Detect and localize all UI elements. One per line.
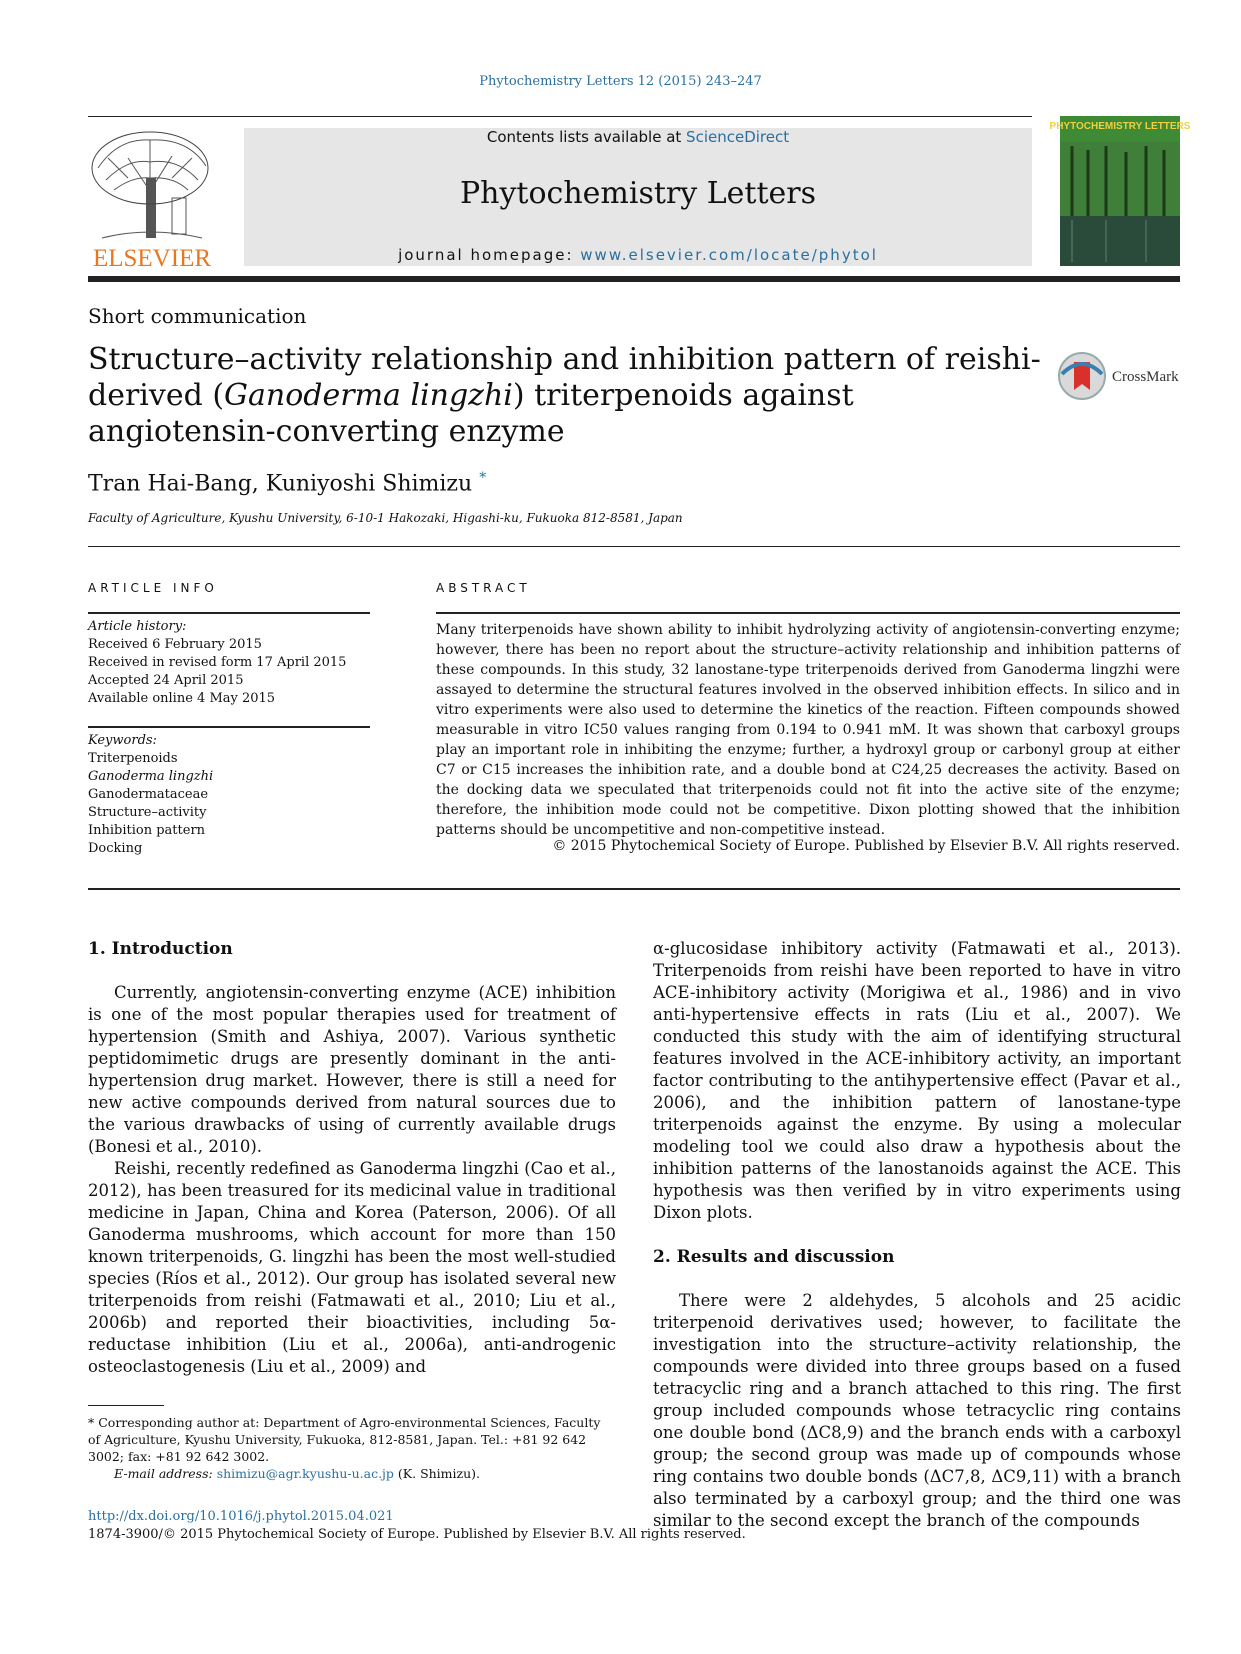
intro-paragraph-1: Currently, angiotensin-converting enzyme (ACE) inhibition is one of the most popular therapies used for treatment of hypertension (Smith and Ashiya, 2007). Various synthetic peptidomimetic drugs are presently dominant in the anti-hypertension drug market. However, there is still a need for new active compounds derived from natural sources due to the various drawbacks of using of currently available drugs (Bonesi et al., 2010). — [88, 983, 616, 1156]
journal-banner — [244, 128, 1032, 266]
history-item: Available online 4 May 2015 — [88, 691, 276, 706]
keyword: Triterpenoids — [88, 751, 178, 766]
keyword: Ganoderma lingzhi — [88, 769, 214, 784]
intro-paragraph-2: Reishi, recently redefined as Ganoderma lingzhi (Cao et al., 2012), has been treasured for its medicinal value in traditional medicine in Japan, China and Korea (Paterson, 2006). Of all Ganoderma mushrooms, which account for more than 150 known triterpenoids, G. lingzhi has been the most well-studied species (Ríos et al., 2012). Our group has isolated several new triterpenoids from reishi (Fatmawati et al., 2010; Liu et al., 2006b) and reported their bioactivities, including 5α-reductase inhibition (Liu et al., 2006a), anti-androgenic osteoclastogenesis (Liu et al., 2009) and — [88, 1159, 616, 1376]
cover-title: PHYTOCHEMISTRY LETTERS — [1049, 121, 1191, 132]
history-item: Received in revised form 17 April 2015 — [88, 655, 347, 670]
corresponding-author-footnote: * Corresponding author at: Department of Agro-environmental Sciences, Faculty of Agriculture, Kyushu University, Fukuoka, 812-8581, Japan. Tel.: +81 92 642 3002; fax: +81 92 642 3002. E-mail address: shimizu@agr.kyushu-u.ac.jp (K. Shimizu). — [88, 1415, 601, 1481]
homepage-link[interactable]: www.elsevier.com/locate/phytol — [580, 246, 878, 264]
keywords: Keywords: Triterpenoids Ganoderma lingzhi Ganodermataceae Structure–activity Inhibition pattern Docking — [88, 732, 370, 858]
intro-paragraph-3: α-glucosidase inhibitory activity (Fatmawati et al., 2013). Triterpenoids from reishi have been reported to have in vitro ACE-inhibitory activity (Morigiwa et al., 1986) and in vivo anti-hypertensive effects in rats (Liu et al., 2007). We conducted this study with the aim of identifying structural features involved in the ACE-inhibitory activity, an important factor contributing to the antihypertensive effect (Pavar et al., 2006), and the inhibition pattern of lanostane-type triterpenoids against the enzyme. By using a molecular modeling tool we could also draw a hypothesis about the inhibition patterns of the lanostanoids against the ACE. This hypothesis was then verified by in vitro experiments using Dixon plots. — [653, 939, 1181, 1222]
journal-title: Phytochemistry Letters — [459, 176, 817, 211]
journal-cover-image[interactable] — [1049, 116, 1191, 266]
affiliation: Faculty of Agriculture, Kyushu University, 6-10-1 Hakozaki, Higashi-ku, Fukuoka 812-8581, Japan — [88, 511, 683, 525]
crossmark-label: CrossMark — [1112, 369, 1179, 385]
history-item: Accepted 24 April 2015 — [88, 673, 244, 688]
results-paragraph-1: There were 2 aldehydes, 5 alcohols and 25 acidic triterpenoid derivatives used; however, to facilitate the investigation into the structure–activity relationship, the compounds were divided into three groups based on a fused tetracyclic ring and a branch attached to this ring. The first group included compounds whose tetracyclic ring contains one double bond (ΔC8,9) and the branch ends with a carboxyl group; the second group was made up of compounds whose ring contains two double bonds (ΔC7,8, ΔC9,11) with a branch also terminated by a carboxyl group; and the third one was similar to the second except the branch of the compounds — [653, 1291, 1181, 1530]
abstract-heading: ABSTRACT — [436, 581, 531, 595]
email-link[interactable]: shimizu@agr.kyushu-u.ac.jp — [216, 1466, 394, 1481]
keyword: Inhibition pattern — [88, 823, 206, 838]
keyword: Structure–activity — [88, 805, 207, 820]
body-left-column — [88, 938, 616, 1378]
corresponding-author-mark[interactable]: * — [479, 470, 487, 486]
crossmark-badge[interactable] — [1058, 350, 1188, 402]
authors: Tran Hai-Bang, Kuniyoshi Shimizu * — [88, 470, 487, 497]
results-heading: 2. Results and discussion — [653, 1247, 895, 1267]
elsevier-wordmark: ELSEVIER — [92, 245, 212, 272]
article-title: Structure–activity relationship and inhibition pattern of reishi-derived (Ganoderma lingzhi) triterpenoids against angiotensin-converting enzyme — [88, 342, 1041, 449]
doi-link[interactable]: http://dx.doi.org/10.1016/j.phytol.2015.04.021 — [88, 1509, 394, 1524]
keyword: Ganodermataceae — [88, 787, 209, 802]
abstract-copyright: © 2015 Phytochemical Society of Europe. Published by Elsevier B.V. All rights reserved. — [552, 838, 1180, 854]
intro-heading: 1. Introduction — [88, 939, 233, 959]
history-item: Received 6 February 2015 — [88, 637, 262, 652]
article-history: Article history: Received 6 February 2015 Received in revised form 17 April 2015 Accepted 24 April 2015 Available online 4 May 2015 — [88, 618, 370, 708]
sciencedirect-link[interactable]: ScienceDirect — [686, 128, 790, 146]
contents-line: Contents lists available at ScienceDirect — [486, 128, 790, 146]
article-info-heading: ARTICLE INFO — [88, 581, 218, 595]
journal-citation[interactable]: Phytochemistry Letters 12 (2015) 243–247 — [479, 74, 762, 89]
issn-line: 1874-3900/© 2015 Phytochemical Society of Europe. Published by Elsevier B.V. All rights reserved. — [88, 1527, 746, 1542]
abstract-text: Many triterpenoids have shown ability to inhibit hydrolyzing activity of angiotensin-converting enzyme; however, there has been no report about the structure–activity relationship and inhibition patterns of these compounds. In this study, 32 lanostane-type triterpenoids derived from Ganoderma lingzhi were assayed to determine the structural features involved in the observed inhibition effects. In silico and in vitro experiments were also used to determine the kinetics of the reaction. Fifteen compounds showed measurable in vitro IC50 values ranging from 0.194 to 0.941 mM. It was shown that carboxyl groups play an important role in inhibiting the enzyme; further, a hydroxyl group or carbonyl group at either C7 or C15 increases the inhibition rate, and a double bond at C24,25 decreases the activity. Based on the docking data we speculated that triterpenoids could not fit into the active site of the enzyme; therefore, the inhibition mode could not be competitive. Dixon plotting showed that the inhibition patterns should be uncompetitive and non-competitive instead. — [436, 622, 1180, 838]
keyword: Docking — [88, 841, 143, 856]
body-right-column — [653, 938, 1181, 1532]
elsevier-logo — [88, 128, 216, 270]
section-type: Short communication — [88, 304, 307, 328]
homepage-line: journal homepage: www.elsevier.com/locate/phytol — [398, 246, 878, 264]
